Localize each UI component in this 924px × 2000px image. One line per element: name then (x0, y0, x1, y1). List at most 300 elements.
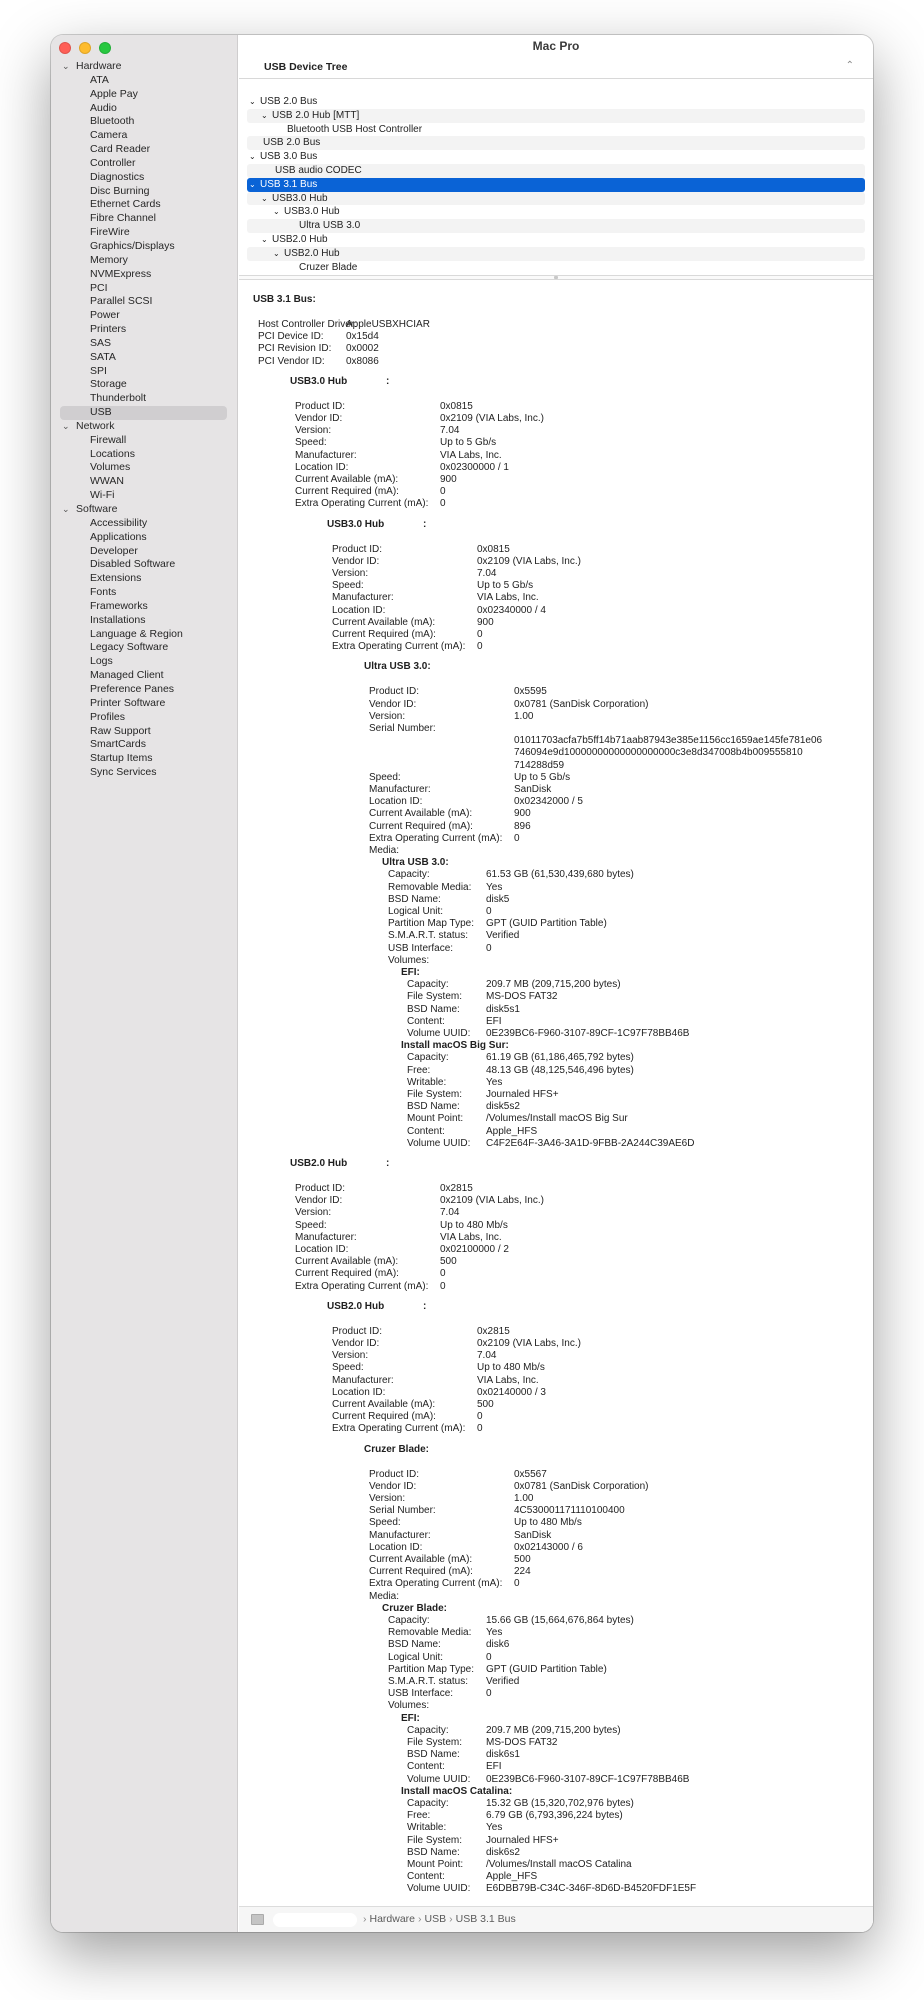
property-value: C4F2E64F-3A46-3A1D-9FBB-2A244C39AE6D (486, 1137, 695, 1149)
sidebar-item-logs[interactable]: Logs (90, 655, 113, 668)
property-label: Volume UUID: (407, 1137, 471, 1149)
hub-title-colon: : (423, 518, 427, 530)
property-value: 0x2109 (VIA Labs, Inc.) (477, 555, 581, 567)
property-label: Writable: (407, 1076, 447, 1088)
property-value: VIA Labs, Inc. (477, 1374, 539, 1386)
tree-row-label: USB2.0 Hub (272, 233, 328, 245)
property-label: Writable: (407, 1822, 447, 1834)
property-value: 0 (486, 1651, 492, 1663)
property-label: Version: (295, 1207, 332, 1219)
property-value: 900 (514, 808, 531, 820)
property-value: MS-DOS FAT32 (486, 991, 558, 1003)
property-value: 48.13 GB (48,125,546,496 bytes) (486, 1064, 634, 1076)
minimize-button[interactable] (79, 42, 91, 54)
property-value: /Volumes/Install macOS Big Sur (486, 1113, 628, 1125)
breadcrumb-item[interactable]: USB (424, 1913, 447, 1925)
property-label: Version: (295, 425, 332, 437)
chevron-down-icon[interactable]: ⌄ (62, 504, 70, 514)
sidebar-section-network[interactable] (51, 420, 237, 434)
sidebar-item-sync-services[interactable]: Sync Services (90, 766, 157, 779)
property-value: 0x15d4 (346, 331, 379, 343)
property-label: BSD Name: (407, 1749, 460, 1761)
sidebar-item-fonts[interactable]: Fonts (90, 586, 117, 599)
property-label: Vendor ID: (369, 1480, 417, 1492)
tree-row-label: USB 2.0 Bus (260, 96, 318, 107)
property-value: /Volumes/Install macOS Catalina (486, 1859, 632, 1870)
property-value: 0x02340000 / 4 (477, 604, 546, 616)
sidebar-item-smartcards[interactable]: SmartCards (90, 738, 147, 751)
tree-row[interactable] (247, 95, 865, 109)
property-value: 0 (440, 1280, 446, 1292)
property-label: Logical Unit: (388, 906, 444, 917)
sidebar-item-power[interactable]: Power (90, 309, 120, 322)
volumes-label: Volumes: (388, 954, 430, 966)
property-label: Location ID: (332, 604, 386, 616)
property-value: Yes (486, 881, 503, 893)
tree-row-label: USB 3.1 Bus (260, 178, 318, 190)
property-value: disk6s2 (486, 1846, 520, 1858)
sidebar-item-disc-burning[interactable]: Disc Burning (90, 184, 150, 197)
property-label: Current Required (mA): (295, 1268, 399, 1280)
sidebar-item-card-reader[interactable]: Card Reader (90, 143, 151, 156)
device-title: Ultra USB 3.0: (364, 661, 431, 673)
tree-row[interactable] (247, 164, 865, 178)
sidebar-item-sas[interactable]: SAS (90, 336, 112, 349)
property-label: Manufacturer: (332, 592, 394, 604)
sort-chevron-icon[interactable]: ⌃ (845, 60, 854, 71)
sidebar-item-sata[interactable]: SATA (90, 350, 116, 363)
property-label: Capacity: (407, 1052, 449, 1064)
property-value: GPT (GUID Partition Table) (486, 918, 607, 930)
sidebar (51, 35, 238, 1932)
property-value: 0 (440, 498, 446, 510)
property-value: 61.19 GB (61,186,465,792 bytes) (486, 1052, 634, 1064)
volumes-label: Volumes: (388, 1700, 430, 1712)
property-value: Journaled HFS+ (486, 1834, 559, 1846)
sidebar-item-diagnostics[interactable]: Diagnostics (90, 170, 145, 183)
property-value: EFI (486, 1015, 502, 1027)
hub-title-colon: : (386, 1158, 390, 1169)
chevron-down-icon[interactable]: ⌄ (249, 152, 256, 162)
chevron-down-icon[interactable]: ⌄ (249, 97, 256, 106)
property-value: Yes (486, 1627, 503, 1639)
property-label: Mount Point: (407, 1859, 464, 1870)
property-value: 224 (514, 1566, 531, 1578)
hub-title: USB2.0 Hub (290, 1158, 348, 1169)
zoom-button[interactable] (99, 42, 111, 54)
volume-title: Install macOS Catalina: (401, 1785, 513, 1797)
serial-number-label: Serial Number: (369, 723, 436, 734)
property-value: MS-DOS FAT32 (486, 1737, 558, 1748)
sidebar-item-controller[interactable]: Controller (90, 156, 136, 169)
property-label: Version: (369, 1493, 406, 1504)
property-label: Vendor ID: (295, 1195, 343, 1207)
tree-row-label: Ultra USB 3.0 (299, 220, 361, 232)
property-label: Current Available (mA): (295, 1256, 399, 1268)
property-value: 0 (514, 1578, 520, 1590)
property-label: Manufacturer: (295, 1231, 357, 1243)
sidebar-section-hardware[interactable] (51, 60, 237, 74)
sidebar-item-applications[interactable]: Applications (90, 530, 147, 543)
property-value: SanDisk (514, 784, 552, 795)
hub-title: USB3.0 Hub (327, 518, 385, 530)
sidebar-item-wi-fi[interactable]: Wi-Fi (90, 489, 115, 502)
property-label: Location ID: (295, 1244, 349, 1255)
property-value: Up to 480 Mb/s (477, 1362, 545, 1374)
sidebar-item-storage[interactable]: Storage (90, 378, 127, 391)
sidebar-item-printer-software[interactable]: Printer Software (90, 696, 166, 709)
property-value: 0 (440, 1268, 446, 1280)
property-label: Current Available (mA): (332, 1399, 436, 1410)
sidebar-item-firewall[interactable]: Firewall (90, 433, 127, 446)
property-label: Location ID: (369, 1541, 423, 1553)
serial-number-value: 714288d59 (514, 759, 565, 771)
sidebar-item-installations[interactable]: Installations (90, 613, 146, 626)
main-pane (239, 35, 873, 1932)
property-value: disk6 (486, 1639, 510, 1651)
tree-row-label: USB 2.0 Hub [MTT] (272, 109, 360, 121)
sidebar-item-nvmexpress[interactable]: NVMExpress (90, 267, 152, 280)
serial-number-value: 01011703acfa7b5ff14b71aab87943e385e1156cc1659ae145fe781e06 (514, 735, 823, 747)
property-value: 900 (440, 474, 457, 485)
property-value: disk6s1 (486, 1749, 520, 1761)
property-value: 15.66 GB (15,664,676,864 bytes) (486, 1615, 634, 1626)
sidebar-item-apple-pay[interactable]: Apple Pay (90, 87, 138, 100)
property-value: 1.00 (514, 1493, 534, 1504)
chevron-down-icon[interactable]: ⌄ (261, 110, 268, 120)
property-label: Content: (407, 1015, 445, 1027)
sidebar-item-locations[interactable]: Locations (90, 447, 135, 460)
sidebar-item-usb[interactable]: USB (60, 406, 227, 420)
property-value: 0x0781 (SanDisk Corporation) (514, 698, 649, 710)
tree-row-label: USB3.0 Hub (272, 192, 328, 204)
sidebar-item-memory[interactable]: Memory (90, 253, 128, 266)
volume-title: EFI: (401, 1712, 420, 1724)
breadcrumb (360, 1913, 516, 1925)
detail-pane (239, 288, 873, 1906)
property-value: EFI (486, 1761, 502, 1773)
property-label: S.M.A.R.T. status: (388, 1676, 469, 1687)
chevron-down-icon[interactable]: ⌄ (273, 207, 280, 217)
property-label: Current Available (mA): (295, 474, 399, 485)
property-label: Version: (332, 568, 369, 579)
tree-row[interactable] (247, 123, 865, 137)
close-button[interactable] (59, 42, 71, 54)
chevron-down-icon[interactable]: ⌄ (273, 248, 280, 258)
window-controls (59, 42, 111, 54)
chevron-down-icon[interactable]: ⌄ (249, 179, 256, 189)
property-label: Location ID: (295, 461, 349, 473)
bus-title: USB 3.1 Bus: (253, 294, 316, 305)
property-label: Mount Point: (407, 1113, 464, 1125)
property-label: Product ID: (332, 543, 383, 555)
property-label: BSD Name: (407, 1101, 460, 1113)
property-value: 0x2109 (VIA Labs, Inc.) (440, 413, 544, 424)
property-label: Extra Operating Current (mA): (295, 1280, 429, 1292)
sidebar-item-raw-support[interactable]: Raw Support (90, 724, 151, 737)
property-label: USB Interface: (388, 1688, 454, 1700)
sidebar-item-bluetooth[interactable]: Bluetooth (90, 115, 135, 128)
status-bar (239, 1906, 873, 1932)
property-value: 6.79 GB (6,793,396,224 bytes) (486, 1810, 623, 1822)
property-label: Current Required (mA): (295, 486, 399, 498)
property-label: Current Available (mA): (332, 616, 436, 628)
property-value: AppleUSBXHCIAR (346, 319, 430, 330)
media-title: Ultra USB 3.0: (382, 857, 449, 869)
tree-row[interactable] (247, 219, 865, 233)
sidebar-item-managed-client[interactable]: Managed Client (90, 669, 164, 682)
sidebar-item-wwan[interactable]: WWAN (90, 475, 125, 488)
property-value: VIA Labs, Inc. (440, 1231, 502, 1243)
hub-title-colon: : (423, 1300, 427, 1312)
property-value: 0x02143000 / 6 (514, 1541, 583, 1553)
property-label: Capacity: (388, 1615, 430, 1626)
chevron-down-icon[interactable]: ⌄ (62, 61, 70, 71)
property-label: Speed: (369, 771, 401, 783)
property-label: Volume UUID: (407, 1883, 471, 1895)
tree-row[interactable] (247, 205, 865, 219)
property-value: E6DBB79B-C34C-346F-8D6D-B4520FDF1E5F (486, 1883, 697, 1895)
property-value: Verified (486, 930, 520, 942)
property-label: Host Controller Driver: (258, 319, 357, 330)
property-label: Manufacturer: (332, 1374, 394, 1386)
property-value: 0x8086 (346, 355, 379, 367)
sidebar-item-accessibility[interactable]: Accessibility (90, 516, 148, 529)
tree-row-label: USB2.0 Hub (284, 247, 340, 259)
property-value: Apple_HFS (486, 1871, 538, 1883)
tree-row[interactable] (247, 233, 865, 247)
sidebar-item-preference-panes[interactable]: Preference Panes (90, 682, 175, 695)
property-label: Capacity: (407, 1724, 449, 1736)
sidebar-item-disabled-software[interactable]: Disabled Software (90, 558, 176, 571)
tree-row-label: USB 3.0 Bus (260, 151, 318, 163)
hub-title: USB2.0 Hub (327, 1300, 385, 1312)
property-label: Extra Operating Current (mA): (332, 1423, 466, 1435)
property-value: VIA Labs, Inc. (440, 449, 502, 461)
property-label: Removable Media: (388, 881, 472, 893)
property-label: Extra Operating Current (mA): (369, 1578, 503, 1590)
property-label: File System: (407, 1834, 463, 1846)
hub-title: USB3.0 Hub (290, 375, 348, 387)
sidebar-item-legacy-software[interactable]: Legacy Software (90, 641, 169, 654)
property-value: 7.04 (477, 1350, 497, 1362)
property-label: Serial Number: (369, 1505, 436, 1517)
property-label: PCI Device ID: (258, 331, 324, 343)
property-label: Speed: (332, 580, 364, 592)
chevron-right-icon: › (363, 1913, 367, 1925)
property-value: 0x0002 (346, 343, 379, 355)
property-label: Manufacturer: (295, 449, 357, 461)
property-label: Vendor ID: (332, 555, 380, 567)
property-label: Manufacturer: (369, 784, 431, 795)
sidebar-item-camera[interactable]: Camera (90, 129, 128, 142)
chevron-right-icon: › (418, 1913, 422, 1925)
property-value: 7.04 (440, 425, 460, 437)
property-value: Up to 480 Mb/s (514, 1517, 582, 1529)
property-value: 0x0781 (SanDisk Corporation) (514, 1480, 649, 1492)
property-label: Current Available (mA): (369, 1554, 473, 1565)
property-label: S.M.A.R.T. status: (388, 930, 469, 942)
property-label: Current Required (mA): (332, 1411, 436, 1423)
property-value: Yes (486, 1822, 503, 1834)
property-value: 0 (486, 1688, 492, 1700)
tree-row-label: Cruzer Blade (299, 261, 358, 273)
property-value: 0x0815 (440, 400, 473, 412)
property-label: Product ID: (369, 1468, 420, 1480)
property-value: 0x02300000 / 1 (440, 461, 509, 473)
sidebar-item-ata[interactable]: ATA (90, 73, 109, 86)
sidebar-section-label: Hardware (76, 60, 122, 72)
tree-row[interactable] (247, 178, 865, 192)
sidebar-item-thunderbolt[interactable]: Thunderbolt (90, 392, 147, 405)
property-value: Up to 5 Gb/s (477, 580, 534, 592)
property-value: 0x2109 (VIA Labs, Inc.) (440, 1195, 544, 1207)
property-value: 0 (486, 906, 492, 917)
property-value: 0x2815 (440, 1183, 473, 1194)
property-value: 7.04 (440, 1207, 460, 1219)
property-label: Version: (369, 710, 406, 722)
sidebar-item-extensions[interactable]: Extensions (90, 572, 142, 585)
tree-column-header[interactable] (239, 57, 873, 79)
serial-number-value: 746094e9d10000000000000000000c3e8d347008b4b009555810 (514, 747, 803, 759)
property-value: Up to 5 Gb/s (440, 437, 497, 449)
property-label: BSD Name: (388, 893, 441, 905)
sidebar-item-profiles[interactable]: Profiles (90, 710, 126, 723)
property-label: Logical Unit: (388, 1651, 444, 1663)
property-value: 0x02342000 / 5 (514, 796, 583, 808)
media-label: Media: (369, 845, 400, 856)
media-label: Media: (369, 1590, 400, 1602)
sidebar-list (51, 60, 237, 780)
property-label: Content: (407, 1761, 445, 1773)
property-label: Content: (407, 1125, 445, 1137)
property-label: Extra Operating Current (mA): (369, 832, 503, 844)
property-value: 0 (477, 1411, 483, 1423)
property-value: 209.7 MB (209,715,200 bytes) (486, 979, 621, 991)
chevron-down-icon[interactable]: ⌄ (62, 420, 70, 431)
sidebar-item-startup-items[interactable]: Startup Items (90, 752, 153, 765)
sidebar-section-label: Network (76, 419, 115, 432)
property-value: 0 (486, 942, 492, 954)
property-value: 896 (514, 820, 531, 832)
property-value: disk5s1 (486, 1003, 520, 1015)
property-value: 209.7 MB (209,715,200 bytes) (486, 1724, 621, 1736)
property-value: 500 (514, 1554, 531, 1565)
tree-row[interactable] (247, 247, 865, 261)
system-information-window (51, 35, 873, 1932)
sidebar-section-software[interactable] (51, 503, 237, 517)
property-label: Location ID: (332, 1386, 386, 1398)
tree-row[interactable] (247, 109, 865, 123)
property-label: Partition Map Type: (388, 1663, 474, 1675)
property-value: 0x5567 (514, 1468, 547, 1480)
device-title: Cruzer Blade: (364, 1443, 430, 1455)
sidebar-item-pci[interactable]: PCI (90, 281, 108, 294)
tree-row[interactable] (247, 261, 865, 275)
tree-row-label: USB3.0 Hub (284, 206, 340, 218)
sidebar-item-volumes[interactable]: Volumes (90, 461, 131, 474)
property-value: 4C530001171110100400 (514, 1505, 625, 1517)
tree-row[interactable] (247, 136, 865, 150)
property-label: BSD Name: (388, 1639, 441, 1651)
computer-name-field (273, 1913, 357, 1927)
splitter-grip-icon[interactable] (554, 276, 558, 279)
property-value: GPT (GUID Partition Table) (486, 1663, 607, 1675)
property-value: VIA Labs, Inc. (477, 592, 539, 604)
tree-header-label: USB Device Tree (264, 61, 348, 73)
sidebar-item-firewire[interactable]: FireWire (90, 226, 130, 239)
property-label: Vendor ID: (295, 413, 343, 424)
property-label: File System: (407, 991, 463, 1003)
hub-title-colon: : (386, 375, 390, 387)
property-value: 0 (477, 641, 483, 653)
sidebar-item-parallel-scsi[interactable]: Parallel SCSI (90, 295, 153, 308)
sidebar-item-spi[interactable]: SPI (90, 364, 107, 377)
property-label: Product ID: (369, 686, 420, 698)
property-value: 0 (477, 1423, 483, 1435)
sidebar-item-printers[interactable]: Printers (90, 323, 127, 336)
breadcrumb-item[interactable]: Hardware (369, 1913, 416, 1925)
pane-splitter[interactable] (239, 275, 873, 280)
chevron-down-icon[interactable]: ⌄ (261, 193, 268, 203)
property-label: Free: (407, 1810, 431, 1822)
property-label: Current Required (mA): (332, 629, 436, 640)
property-label: Vendor ID: (369, 698, 417, 710)
property-value: 0 (514, 832, 520, 844)
property-label: Current Required (mA): (369, 820, 473, 832)
property-value: disk5 (486, 893, 510, 905)
property-value: SanDisk (514, 1529, 552, 1541)
property-label: Capacity: (388, 869, 430, 881)
property-label: Speed: (295, 1219, 327, 1231)
property-label: PCI Revision ID: (258, 343, 332, 355)
sidebar-item-fibre-channel[interactable]: Fibre Channel (90, 212, 156, 225)
tree-row-label: USB 2.0 Bus (263, 137, 321, 149)
tree-row[interactable] (247, 150, 865, 164)
property-value: 0x02100000 / 2 (440, 1244, 509, 1255)
sidebar-item-developer[interactable]: Developer (90, 544, 138, 557)
chevron-down-icon[interactable]: ⌄ (261, 234, 268, 244)
property-label: Speed: (369, 1517, 401, 1529)
property-value: disk5s2 (486, 1101, 520, 1113)
sidebar-item-graphics-displays[interactable]: Graphics/Displays (90, 239, 175, 252)
property-value: 1.00 (514, 710, 534, 722)
property-value: Yes (486, 1076, 503, 1088)
property-label: PCI Vendor ID: (258, 355, 325, 367)
property-value: 0 (477, 629, 483, 640)
property-value: 0x2109 (VIA Labs, Inc.) (477, 1338, 581, 1349)
property-label: Version: (332, 1350, 369, 1362)
property-label: Capacity: (407, 1798, 449, 1809)
sidebar-item-language-region[interactable]: Language & Region (90, 627, 183, 640)
property-label: File System: (407, 1737, 463, 1748)
property-value: 500 (477, 1399, 494, 1410)
tree-row-label: Bluetooth USB Host Controller (287, 123, 423, 135)
usb-device-tree (247, 95, 865, 274)
tree-row[interactable] (247, 192, 865, 206)
media-title: Cruzer Blade: (382, 1602, 448, 1614)
sidebar-item-ethernet-cards[interactable]: Ethernet Cards (90, 198, 161, 211)
sidebar-item-audio[interactable]: Audio (90, 101, 117, 114)
breadcrumb-item[interactable]: USB 3.1 Bus (455, 1913, 516, 1925)
property-label: Product ID: (332, 1325, 383, 1337)
property-label: Product ID: (295, 1183, 346, 1194)
sidebar-item-frameworks[interactable]: Frameworks (90, 599, 148, 612)
property-label: Product ID: (295, 400, 346, 412)
property-value: 0x02140000 / 3 (477, 1386, 546, 1398)
property-value: 61.53 GB (61,530,439,680 bytes) (486, 869, 634, 881)
tree-row-label: USB audio CODEC (275, 164, 362, 176)
